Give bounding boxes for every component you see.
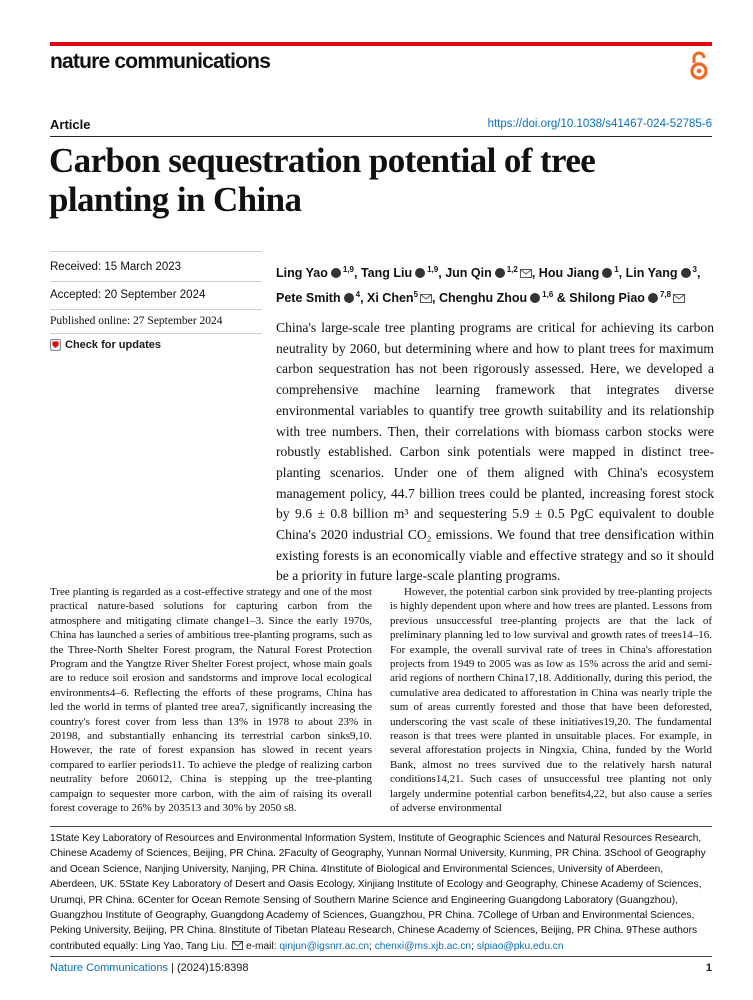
page-number: 1	[705, 962, 712, 974]
orcid-icon[interactable]	[344, 293, 354, 303]
received-date: Received: 15 March 2023	[50, 261, 182, 273]
author-affiliation-marker: 1,2	[506, 265, 518, 274]
body-text-left-column	[50, 585, 372, 816]
accepted-date: Accepted: 20 September 2024	[50, 289, 206, 301]
sidebar-divider	[50, 333, 262, 334]
footer-journal-link[interactable]: Nature Communications	[50, 962, 168, 974]
footer-volume: | (2024)15:8398	[171, 962, 249, 974]
author-name: Shilong Piao	[569, 291, 645, 305]
author-entry[interactable]	[569, 291, 685, 305]
orcid-icon[interactable]	[530, 293, 540, 303]
author-name: Xi Chen	[367, 291, 414, 305]
check-for-updates-button[interactable]	[50, 339, 161, 351]
mail-icon[interactable]	[673, 294, 685, 303]
author-name: Jun Qin	[445, 266, 492, 280]
author-entry[interactable]	[367, 291, 432, 305]
mail-icon	[232, 941, 243, 950]
orcid-icon[interactable]	[331, 268, 341, 278]
email-link[interactable]: chenxi@ms.xjb.ac.cn	[374, 940, 472, 952]
sidebar-divider	[50, 281, 262, 282]
orcid-icon[interactable]	[681, 268, 691, 278]
journal-name: nature communications	[50, 50, 271, 73]
author-entry[interactable]	[539, 266, 619, 280]
author-affiliation-marker: 4	[355, 290, 361, 299]
author-affiliation-marker: 7,8	[659, 290, 672, 299]
author-entry[interactable]	[276, 266, 354, 280]
author-name: Ling Yao	[276, 266, 328, 280]
affiliations-text: 1State Key Laboratory of Resources and Environmental Information System, Institute of Geographic Sciences and Natural Resources Research, Chinese Academy of Sciences, Beijing, PR China. 2Faculty of Geography, Yunnan Normal University, Kunming, PR China. 3School of Geography and Ocean Science, Nanjing University, Nanjing, PR China. 4Institute of Biological and Environmental Sciences, University of Aberdeen, Aberdeen, UK. 5State Key Laboratory of Desert and Oasis Ecology, Xinjiang Institute of Ecology and Geography, Chinese Academy of Sciences, Urumqi, PR China. 6Center for Ocean Remote Sensing of Southern Marine Science and Engineering Guangdong Laboratory (Guangzhou), Guangzhou Institute of Geography, Guangdong Academy of Sciences, Guangzhou, PR China. 7College of Urban and Environmental Sciences, Peking University, Beijing, PR China. 8Institute of Tibetan Plateau Research, Chinese Academy of Sciences, Beijing, PR China. 9These authors contributed equally: Ling Yao, Tang Liu.	[50, 833, 706, 952]
author-affiliation-marker: 1,9	[342, 265, 354, 274]
author-name: Chenghu Zhou	[438, 291, 528, 305]
author-affiliation-marker: 1,6	[542, 290, 554, 299]
orcid-icon[interactable]	[495, 268, 505, 278]
header-accent-bar	[50, 42, 712, 46]
affiliations: 1State Key Laboratory of Resources and Environmental Information System, Institute of Geographic Sciences and Natural Resources Research, Chinese Academy of Sciences, Beijing, PR China. 2Faculty of Geography, Yunnan Normal University, Kunming, PR China. 3School of Geography and Ocean Science, Nanjing University, Nanjing, PR China. 4Institute of Biological and Environmental Sciences, University of Aberdeen, Aberdeen, UK. 5State Key Laboratory of Desert and Oasis Ecology, Xinjiang Institute of Ecology and Geography, Chinese Academy of Sciences, Urumqi, PR China. 6Center for Ocean Remote Sensing of Southern Marine Science and Engineering Guangdong Laboratory (Guangzhou), Guangzhou Institute of Geography, Guangdong Academy of Sciences, Guangzhou, PR China. 7College of Urban and Environmental Sciences, Peking University, Beijing, PR China. 8Institute of Tibetan Plateau Research, Chinese Academy of Sciences, Beijing, PR China. 9These authors contributed equally: Ling Yao, Tang Liu. e-mail: qinjun@igsnrr.ac.cn; chenxi@ms.xjb.ac.cn; slpiao@pku.edu.cn	[50, 833, 706, 952]
author-name: Tang Liu	[360, 266, 413, 280]
body-paragraph: However, the potential carbon sink provided by tree-planting projects is highly dependent upon where and how trees are planted. Lessons from previous unsuccessful tree-planting projects are that the lack of preliminary planning led to low survival and growth rates of trees14–16. For example, the overall survival rate of trees in China's afforestation projects from 1949 to 2005 was as low as 15% across the arid and semi-arid regions of northern China17,18. Additionally, during this period, the cumulative area dedicated to afforestation in China was nearly triple the sum of areas currently forested and those that have been deforested, underscoring the vast scale of these initiatives19,20. The fundamental reason is that trees were planted in unsuitable places. For example, in several afforestation projects in Ningxia, China, funded by the World Bank, almost no trees survived due to the relatively harsh natural conditions14,21. Such cases of unsuccessful tree planting not only largely undermine potential carbon benefits4,22, but also cause a series of adverse environmental	[390, 586, 712, 815]
author-affiliation-marker: 1	[614, 265, 619, 274]
orcid-icon[interactable]	[648, 293, 658, 303]
author-entry[interactable]	[361, 266, 438, 280]
email-link[interactable]: slpiao@pku.edu.cn	[476, 940, 564, 952]
mail-icon[interactable]	[420, 294, 432, 303]
mail-icon[interactable]	[520, 269, 532, 278]
body-paragraph: Tree planting is regarded as a cost-effective strategy and one of the most practical nature-based solutions for capturing carbon from the atmosphere and mitigating climate change1–3. Since the early 1970s, China has launched a series of ambitious tree-planting programs, such as the Three-North Shelter Forest program, the Natural Forest Protection Program and the Yangtze River Shelter Forest project, whose main goals are to reduce soil erosion and sandstorms and improve local ecological environments4–6. Reflecting the efforts of these programs, China has led the world in terms of planted tree area7, significantly increasing the country's forest cover from less than 13% in 1978 to about 23% in 20198, and substantially enhancing its terrestrial carbon sinks9,10. However, the rate of forest expansion has slowed in recent years compared to earlier periods11. To achieve the pledge of realizing carbon neutrality before 206012, China is stepping up the tree-planting campaign to sequester more carbon, with the aim of raising its overall forest coverage to 26% by 203513 and 30% by 2050 s8.	[50, 586, 372, 815]
sidebar-divider	[50, 251, 262, 252]
abstract: China's large-scale tree planting programs are critical for achieving its carbon neutrality by 2060, but determining where and how to plant trees for maximum carbon sequestration has not been rigorously assessed. Here, we developed a comprehensive machine learning framework that integrates diverse environmental variables to quantify tree growth suitability and its relationship with tree numbers. Then, their correlations with biomass carbon stocks were robustly established. Carbon sink potentials were mapped in distinct tree-planting scenarios. Under one of them aligned with China's ecosystem management policy, 44.7 billion trees could be planted, increasing forest stock by 9.6 ± 0.8 billion m³ and sequestering 5.9 ± 0.5 PgC equivalent to double China's 2020 industrial CO₂ emissions. We found that tree densification within existing forests is an economically viable and effective strategy and so it should be a priority in future large-scale planting programs.	[276, 320, 714, 584]
title-divider	[50, 136, 712, 137]
author-entry[interactable]	[445, 266, 532, 280]
article-title: Carbon sequestration potential of tree planting in China	[49, 141, 596, 219]
article-type-label: Article	[50, 117, 91, 132]
author-list: Ling Yao $^{1,9}$, Tang Liu $^{1,9}$, Jun Qin $^{1,2}$ , Hou Jiang $^1$, Lin Yang $^3$, Pete Smith $^4$, Xi Chen$^5$ , Chenghu Zhou $^{1,6}$ & Shilong Piao $^{7,8}$	[276, 265, 701, 305]
body-text-right-column	[390, 585, 712, 816]
email-label: e-mail:	[245, 940, 277, 952]
author-entry[interactable]	[626, 266, 697, 280]
author-affiliation-marker: 5	[413, 290, 419, 299]
affiliations-divider	[50, 826, 712, 827]
open-access-icon[interactable]	[688, 51, 710, 81]
check-updates-icon	[50, 339, 61, 351]
check-updates-label: Check for updates	[65, 339, 161, 351]
author-name: Lin Yang	[625, 266, 678, 280]
author-affiliation-marker: 1,9	[427, 265, 439, 274]
footer-citation	[50, 962, 249, 974]
orcid-icon[interactable]	[602, 268, 612, 278]
author-affiliation-marker: 3	[692, 265, 697, 274]
author-entry[interactable]	[439, 291, 553, 305]
footer-divider	[50, 956, 712, 957]
author-entry[interactable]	[276, 291, 360, 305]
sidebar-divider	[50, 309, 262, 310]
author-name: Pete Smith	[276, 291, 341, 305]
orcid-icon[interactable]	[415, 268, 425, 278]
email-link[interactable]: qinjun@igsnrr.ac.cn	[279, 940, 370, 952]
published-date: Published online: 27 September 2024	[50, 315, 223, 327]
doi-link[interactable]: https://doi.org/10.1038/s41467-024-52785-6	[487, 118, 712, 130]
author-name: Hou Jiang	[538, 266, 600, 280]
